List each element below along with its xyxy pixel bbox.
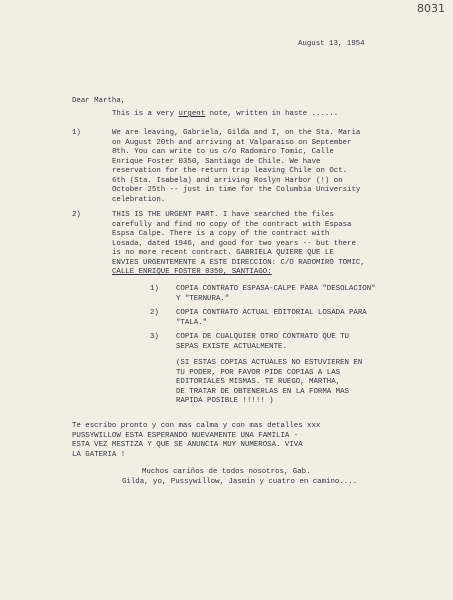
item1-line: on August 20th and arriving at Valparaiso on September (112, 138, 352, 147)
intro-line (112, 110, 338, 120)
note-line: (SI ESTAS COPIAS ACTUALES NO ESTUVIEREN EN (176, 359, 363, 367)
item2-line: carefully and find no copy of the contract with Espasa (112, 220, 352, 229)
note-line: EDITORIALES MISMAS. TE RUEGO, MARTHA, (176, 378, 341, 386)
intro-before: This is a very (112, 110, 179, 118)
item1-number: 1) (72, 129, 81, 137)
subitem-line: COPIA CONTRATO ESPASA-CALPE PARA "DESOLACION" (176, 285, 376, 293)
item2-line: THIS IS THE URGENT PART. I have searched the files (112, 211, 334, 219)
subitem-number: 1) (150, 285, 159, 293)
item2-line: ENVIES URGENTEMENTE A ESTE DIRECCION: C/O RADOMIRO TOMIC, (112, 258, 365, 267)
item1-line: celebration. (112, 195, 166, 204)
signoff-line: Muchos cariños de todos nosotros, Gab. (142, 468, 311, 476)
salutation: Dear Martha, (72, 97, 126, 105)
closing-line: ESTA VEZ MESTIZA Y QUE SE ANUNCIA MUY NUMEROSA. VIVA (72, 441, 303, 449)
subitem-number: 3) (150, 333, 159, 341)
signoff-line: Gilda, yo, Pussywillow, Jasmin y cuatro en camino.... (122, 478, 358, 486)
item2-line: Espsa Calpe. There is a copy of the contract with (112, 230, 330, 238)
intro-after: note, written in haste ...... (205, 110, 339, 118)
note-line: TU PODER, POR FAVOR PIDE COPIAS A LAS (176, 368, 341, 377)
subitem-line: SEPAS EXISTE ACTUALMENTE. (176, 342, 287, 351)
note-line: DE TRATAR DE OBTENERLAS EN LA FORMA MAS (176, 387, 349, 396)
item1-line: 6th (Sta. Isabela) and arriving Roslyn Harbor (!) on (112, 176, 343, 185)
item1-line: October 25th -- just in time for the Columbia University (112, 186, 361, 194)
subitem-line: "TALA." (176, 318, 208, 327)
item2-line: Losada, dated 1946, and good for two years -- but there (112, 239, 356, 248)
closing-line: Te escribo pronto y con mas calma y con mas detalles xxx (72, 422, 321, 430)
item1-line: Enrique Foster 0350, Santiago de Chile. We have (112, 157, 321, 166)
subitem-number: 2) (150, 309, 159, 317)
item1-line: We are leaving, Gabriela, Gilda and I, on the Sta. Maria (112, 129, 361, 137)
item1-line: reservation for the return trip leaving Chile on Oct. (112, 167, 348, 175)
subitem-line: Y "TERNURA." (176, 294, 230, 303)
closing-line: PUSSYWILLOW ESTA ESPERANDO NUEVAMENTE UNA FAMILIA - (72, 431, 299, 440)
item1-line: 8th. You can write to us c/o Radomiro Tomic, Calle (112, 148, 334, 156)
note-line: RAPIDA POSIBLE !!!!! ) (176, 397, 274, 405)
subitem-line: COPIA DE CUALQUIER OTRO CONTRATO QUE TU (176, 333, 349, 341)
closing-line: LA GATERIA ! (72, 450, 126, 459)
letter-date: August 13, 1954 (298, 40, 365, 48)
archive-mark: 8031 (417, 2, 445, 15)
subitem-line: COPIA CONTRATO ACTUAL EDITORIAL LOSADA PARA (176, 309, 367, 317)
item2-number: 2) (72, 211, 81, 219)
item2-line: is no more recent contract. GABRIELA QUIERE QUE LE (112, 249, 334, 257)
intro-emphasis: urgent (178, 110, 206, 118)
item2-line: CALLE ENRIQUE FOSTER 0350, SANTIAGO: (112, 268, 272, 276)
